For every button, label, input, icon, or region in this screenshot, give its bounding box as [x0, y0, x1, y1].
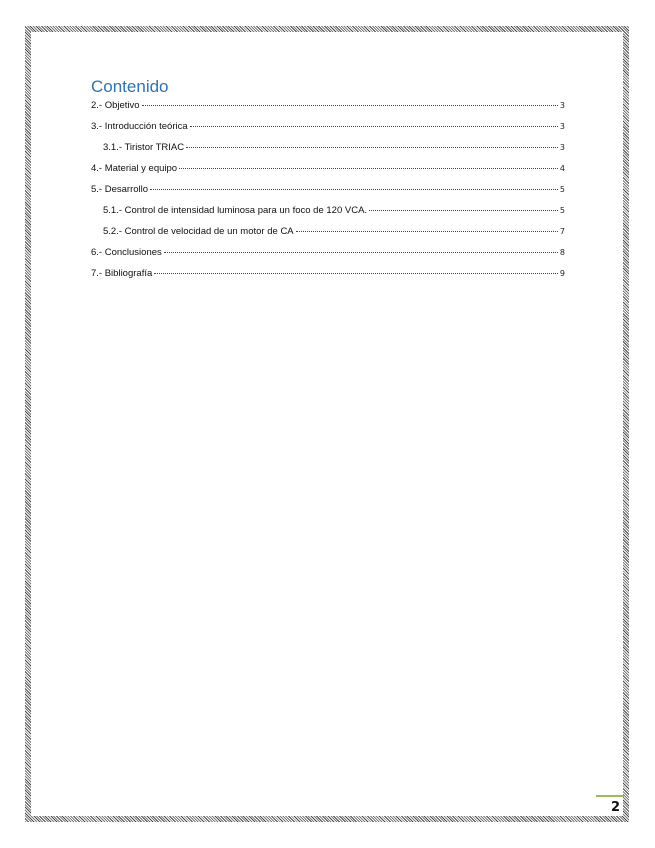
toc-leader-dots [179, 167, 558, 169]
toc-leader-dots [150, 188, 558, 190]
toc-leader-dots [154, 272, 558, 274]
toc-entry-page: 3 [559, 122, 565, 131]
toc-entry-label: 3.1.- Tiristor TRIAC [103, 142, 185, 153]
toc-entry-introduccion[interactable] [91, 121, 565, 142]
toc-entry-page: 9 [559, 269, 565, 278]
toc-leader-dots [190, 125, 558, 127]
toc-title: Contenido [91, 77, 169, 96]
toc-leader-dots [142, 104, 558, 106]
toc-entry-page: 5 [559, 185, 565, 194]
toc-entry-page: 3 [559, 143, 565, 152]
toc-entry-label: 4.- Material y equipo [91, 163, 178, 174]
toc-entry-page: 5 [559, 206, 565, 215]
toc-entry-control-velocidad[interactable] [91, 226, 565, 247]
toc-entry-label: 5.2.- Control de velocidad de un motor de CA [103, 226, 294, 237]
toc-entry-control-intensidad[interactable] [91, 205, 565, 226]
page-number: 2 [610, 800, 620, 815]
toc-entry-objetivo[interactable] [91, 100, 565, 121]
toc-entry-bibliografia[interactable] [91, 268, 565, 289]
toc-entry-label: 5.1.- Control de intensidad luminosa para un foco de 120 VCA. [103, 205, 368, 216]
toc-entry-label: 5.- Desarrollo [91, 184, 149, 195]
toc-entry-label: 6.- Conclusiones [91, 247, 162, 258]
page-number-footer [596, 795, 624, 817]
toc-entry-label: 2.- Objetivo [91, 100, 140, 111]
toc-entry-label: 3.- Introducción teórica [91, 121, 188, 132]
toc-entry-conclusiones[interactable] [91, 247, 565, 268]
toc-entry-label: 7.- Bibliografía [91, 268, 153, 279]
toc-entry-page: 4 [559, 164, 565, 173]
toc-leader-dots [164, 251, 558, 253]
toc-leader-dots [186, 146, 558, 148]
page-number-rule [596, 795, 624, 797]
toc-entry-desarrollo[interactable] [91, 184, 565, 205]
toc-entry-tiristor-triac[interactable] [91, 142, 565, 163]
toc-entry-page: 7 [559, 227, 565, 236]
toc-leader-dots [369, 209, 558, 211]
toc-entry-material-equipo[interactable] [91, 163, 565, 184]
toc-leader-dots [296, 230, 558, 232]
toc-entry-page: 3 [559, 101, 565, 110]
table-of-contents [91, 77, 565, 289]
toc-entry-page: 8 [559, 248, 565, 257]
